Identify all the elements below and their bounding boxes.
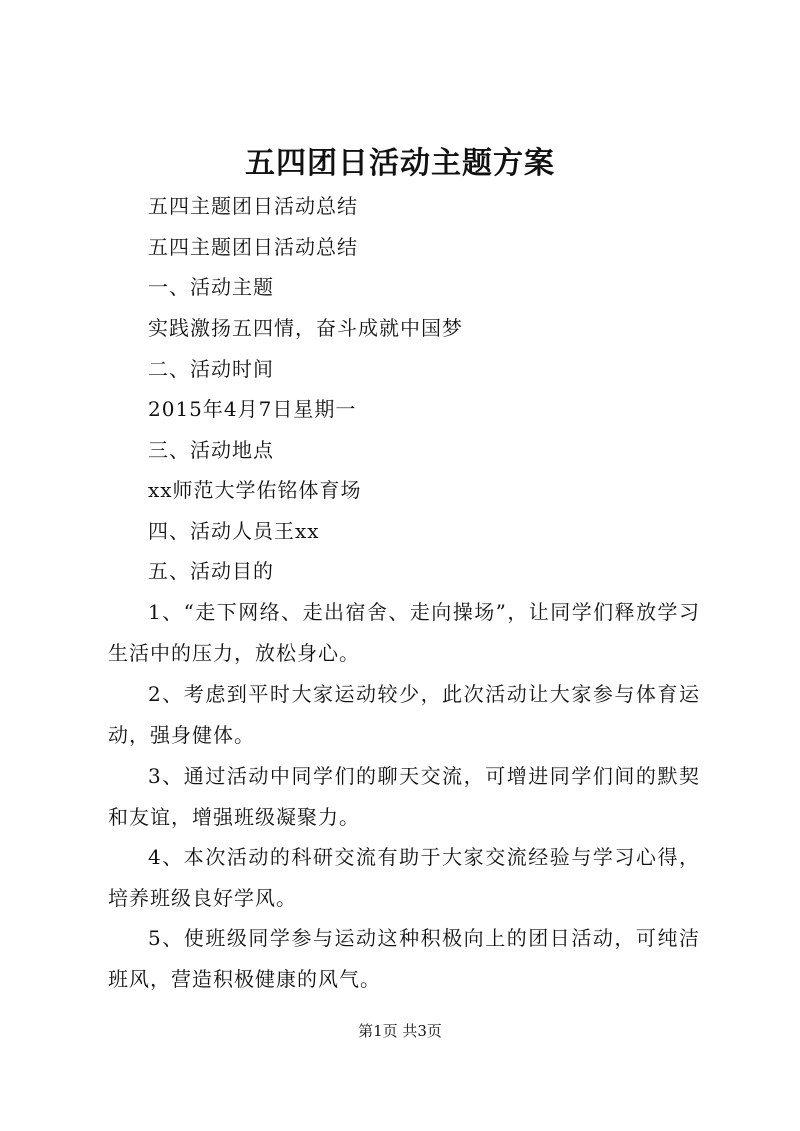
theme-text: 实践激扬五四情，奋斗成就中国梦: [148, 316, 463, 340]
section-heading-theme: 一、活动主题: [148, 275, 274, 299]
section-heading-time: 二、活动时间: [148, 357, 274, 381]
purpose-paragraph: 1、“走下网络、走出宿舍、走向操场”，让同学们释放学习生活中的压力，放松身心。: [108, 600, 700, 665]
purpose-paragraph: 2、考虑到平时大家运动较少，此次活动让大家参与体育运动，强身健体。: [108, 682, 700, 747]
section-heading-place: 三、活动地点: [148, 438, 274, 462]
document-title: 五四团日活动主题方案: [245, 146, 555, 181]
page-footer: 第1页 共3页: [358, 1022, 442, 1040]
subtitle-line: 五四主题团日活动总结: [148, 194, 358, 218]
subtitle-line: 五四主题团日活动总结: [148, 235, 358, 259]
section-heading-people: 四、活动人员王xx: [148, 519, 320, 543]
purpose-paragraph: 4、本次活动的科研交流有助于大家交流经验与学习心得，培养班级良好学风。: [108, 845, 700, 910]
purpose-paragraph: 3、通过活动中同学们的聊天交流，可增进同学们间的默契和友谊，增强班级凝聚力。: [108, 764, 700, 829]
purpose-paragraph: 5、使班级同学参与运动这种积极向上的团日活动，可纯洁班风，营造积极健康的风气。: [108, 926, 700, 991]
place-text: xx师范大学佑铭体育场: [148, 478, 362, 502]
time-text: 2015年4月7日星期一: [148, 397, 357, 421]
section-heading-purpose: 五、活动目的: [148, 559, 274, 583]
